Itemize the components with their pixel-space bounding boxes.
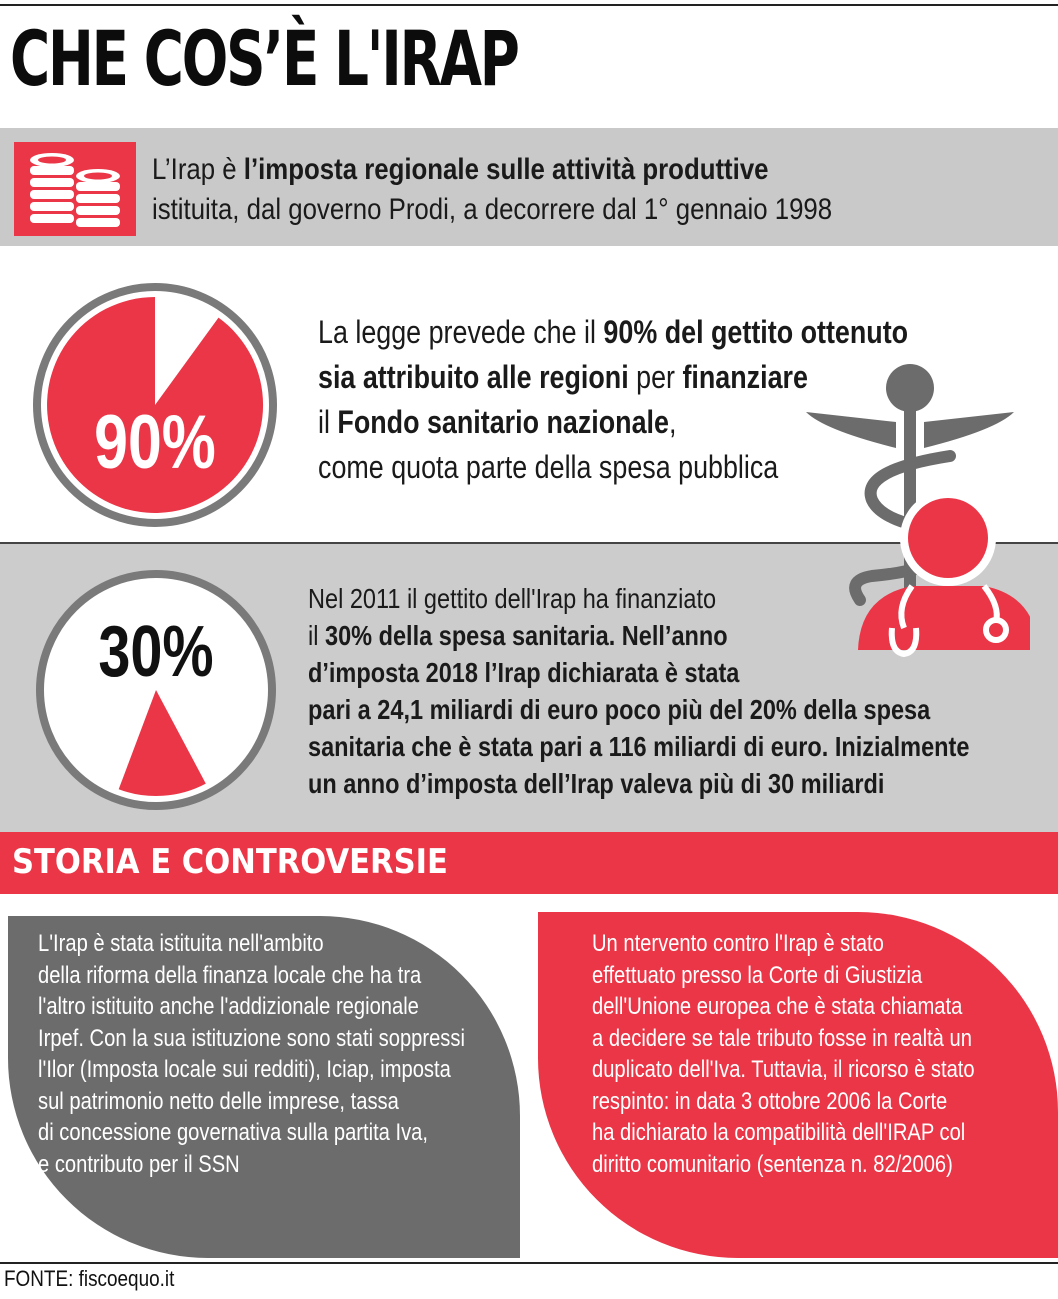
source-footer: FONTE: fiscoequo.it xyxy=(4,1266,175,1291)
text-30-l4: pari a 24,1 miliardi di euro poco più del 20% della spesa xyxy=(308,694,931,725)
history-line: l'altro istituito anche l'addizionale regionale xyxy=(38,993,419,1020)
text-90-l1a: La legge prevede che il xyxy=(318,314,604,350)
text-30-l3: d’imposta 2018 l’Irap dichiarata è stata xyxy=(308,657,740,688)
top-rule xyxy=(0,0,1058,8)
controversy-line: duplicato dell'Iva. Tuttavia, il ricorso è stato xyxy=(592,1056,975,1083)
history-line: l'Ilor (Imposta locale sui redditi), Iciap, imposta xyxy=(38,1056,451,1083)
coins-stack-icon xyxy=(14,142,136,236)
controversy-line: effettuato presso la Corte di Giustizia xyxy=(592,961,923,989)
text-30-l5: sanitaria che è stata pari a 116 miliardi di euro. Inizialmente xyxy=(308,731,970,762)
text-30-l2b: 30% della spesa sanitaria. Nell’anno xyxy=(324,620,728,651)
caduceus-doctor-icon xyxy=(800,360,1030,660)
percent-90-label: 90% xyxy=(94,399,216,485)
controversy-line: diritto comunitario (sentenza n. 82/2006) xyxy=(592,1150,953,1178)
intro-bold: l’imposta regionale sulle attività produttive xyxy=(243,153,769,186)
intro-line2: istituita, dal governo Prodi, a decorrere dal 1° gennaio 1998 xyxy=(152,193,833,226)
controversy-line: Un ntervento contro l'Irap è stato xyxy=(592,930,884,957)
text-90-l1b: 90% del gettito ottenuto xyxy=(603,314,909,350)
history-line: di concessione governativa sulla partita Iva, xyxy=(38,1119,428,1146)
text-90-l2a: sia attribuito alle regioni xyxy=(318,359,629,395)
intro-text xyxy=(152,150,909,230)
history-line: Irpef. Con la sua istituzione sono stati soppressi xyxy=(38,1024,465,1052)
text-90-l3b: Fondo sanitario nazionale xyxy=(337,404,669,440)
footer-rule xyxy=(0,1262,1058,1264)
text-90-l3c: , xyxy=(668,404,677,440)
storia-heading: STORIA E CONTROVERSIE xyxy=(12,842,448,882)
page-title: CHE COS’È L'IRAP xyxy=(10,14,518,103)
intro-prefix: L’Irap è xyxy=(152,153,244,186)
percent-30-label: 30% xyxy=(98,610,214,692)
text-90-l4: come quota parte della spesa pubblica xyxy=(318,449,779,485)
text-30-l2a: il xyxy=(308,620,325,651)
text-30-l1: Nel 2011 il gettito dell'Irap ha finanziato xyxy=(308,583,717,614)
text-90-l3a: il xyxy=(318,404,338,440)
text-90-l2b: per xyxy=(628,359,683,395)
controversy-line: ha dichiarato la compatibilità dell'IRAP col xyxy=(592,1119,966,1146)
history-line: sul patrimonio netto delle imprese, tassa xyxy=(38,1087,399,1115)
history-card-text xyxy=(38,928,465,1180)
controversy-line: a decidere se tale tributo fosse in realtà un xyxy=(592,1024,972,1052)
history-line: e contributo per il SSN xyxy=(38,1150,240,1178)
text-30-l6: un anno d’imposta dell’Irap valeva più di 30 miliardi xyxy=(308,768,885,799)
history-line: della riforma della finanza locale che ha tra xyxy=(38,961,422,989)
controversy-line: dell'Unione europea che è stata chiamata xyxy=(592,993,963,1020)
history-line: L'Irap è stata istituita nell'ambito xyxy=(38,930,324,957)
pie-chart-30 xyxy=(32,566,280,814)
pie-chart-90 xyxy=(30,280,280,530)
text-90-l2c: finanziare xyxy=(682,359,808,395)
controversy-line: respinto: in data 3 ottobre 2006 la Corte xyxy=(592,1087,948,1115)
controversy-card-text xyxy=(592,928,975,1180)
